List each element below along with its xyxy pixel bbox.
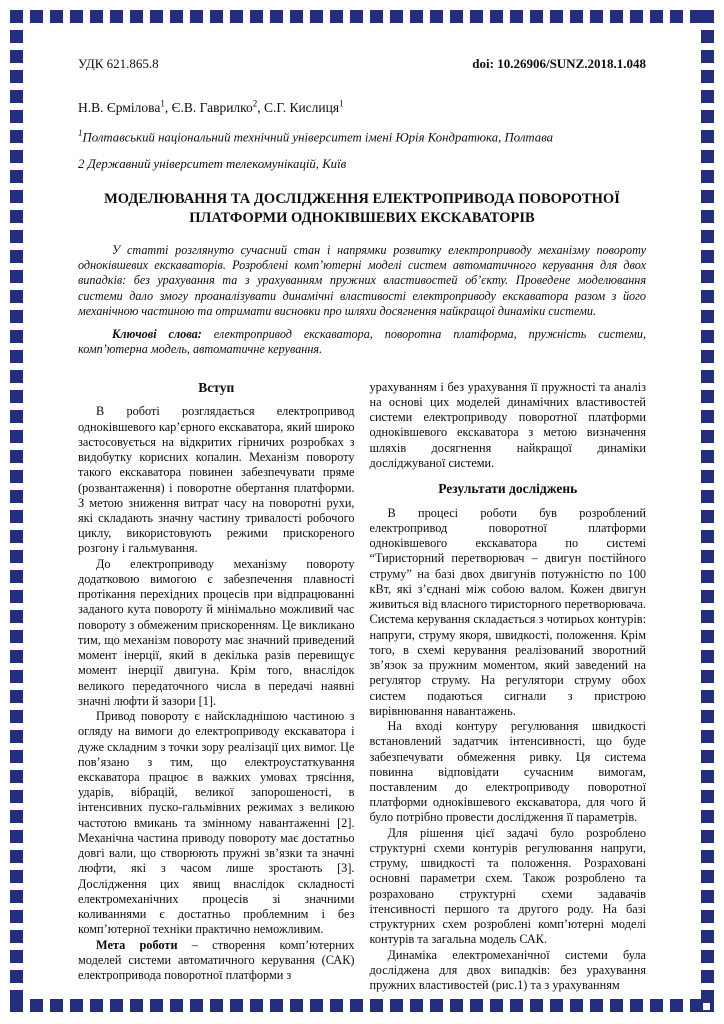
abstract-text: У статті розглянуто сучасний стан і напрямки розвитку електроприводу механізму повороту одноківшевих екскаваторів. Розроблені комп’ютерні моделі систем автоматичного керування для двох випадків: без урахування та з урахуванням пружних властивостей об’єкту. Проведене моделювання системи дало змогу проаналізувати динамічні властивості електроприводу екскаватора разом з його механічною частиною та отримати висновки про шляхи досягнення найкращої динаміки системи. bbox=[78, 242, 646, 318]
goal-lead: Мета роботи bbox=[96, 937, 178, 952]
paragraph: В роботі розглядається електропривод одноківшевого кар’єрного екскаватора, який широко застосовується на відкритих гірничих розробках з видобутку корисних копалин. Механізм повороту такого екскаватора повинен забезпечувати пряме (розвантаження) і поворотне обертання платформи. З метою зниження витрат часу на поворотні рухи, які складають значну частину тривалості робочого циклу, використовують режими прискореного розгону і гальмування. bbox=[78, 404, 355, 556]
border-squares-left bbox=[10, 10, 23, 1012]
border-squares-top bbox=[10, 10, 714, 23]
author: С.Г. Кислиця$^1$ bbox=[264, 98, 344, 115]
author: Є.В. Гаврилко$^2$, bbox=[171, 98, 265, 115]
author: Н.В. Єрмілова$^1$, bbox=[78, 98, 172, 115]
paragraph: В процесі роботи був розроблений електропривод поворотної платформи одноківшевого екскаватора по системі “Тиристорний перетворювач – двигун постійного струму” на базі двох двигунів потужністю по 100 кВт, які з’єднані між собою валом. Кожен двигун живиться від власного тиристорного перетворювача. Система керування складається з чотирьох контурів: напруги, струму якоря, швидкості, положення. Крім того, в схемі керування реалізований зворотний зв’язок за пружним моментом, який заведений на регулятор струму. На регулятори струму обох систем подаються сигнали з пристрою вирівнювання навантажень. bbox=[369, 505, 646, 718]
two-column-body bbox=[78, 380, 646, 994]
doi-label: doi: 10.26906/SUNZ.2018.1.048 bbox=[472, 56, 646, 71]
right-column bbox=[370, 380, 647, 994]
paragraph-goal bbox=[78, 938, 355, 984]
paragraph-continuation: урахуванням і без урахування її пружності та аналіз на основі цих моделей динамічних властивостей системи електроприводу поворотної платформи одноківшевого екскаватора з метою визначення шляхів досягнення найкращої динаміки досліджуваної системи. bbox=[369, 379, 646, 470]
paragraph: До електроприводу механізму повороту додатковою вимогою є забезпечення плавності протікання перехідних процесів при відпрацюванні заданого кута повороту й мінімально можливий час повороту з обмеженим прискоренням. Це викликано тим, що механізм повороту має значний приведений момент інерції, який в декілька разів перевищує момент інерції двигуна. Крім того, внаслідок великого передаточного числа в передачі наявні значні люфти й зазори [1]. bbox=[78, 556, 355, 708]
paper-title-line2: ПЛАТФОРМИ ОДНОКІВШЕВИХ ЕКСКАВАТОРІВ bbox=[189, 210, 535, 227]
left-column bbox=[78, 380, 355, 994]
border-squares-bottom bbox=[10, 999, 714, 1012]
page-content bbox=[78, 56, 646, 993]
affiliation: $^1$Полтавський національний технічний університет імені Юрія Кондратюка, Полтава bbox=[78, 127, 554, 144]
goal-text: – створення комп’ютерних моделей системи автоматичного керування (САК) електропривода поворотної платформи з bbox=[78, 937, 355, 983]
keywords-text: електропривод екскаватора, поворотна платформа, пружність системи, комп’ютерна модель, автоматичне керування. bbox=[78, 327, 646, 357]
intro-heading: Вступ bbox=[198, 379, 235, 395]
paragraph: Динаміка електромеханічної системи була досліджена для двох випадків: без урахування пружних властивостей (рис.1) та з урахуванням bbox=[369, 947, 646, 993]
border-squares-right bbox=[701, 10, 714, 1012]
keywords-lead: Ключові слова: bbox=[112, 327, 202, 342]
results-heading: Результати досліджень bbox=[438, 481, 578, 497]
authors-line bbox=[78, 98, 646, 116]
udc-label: УДК 621.865.8 bbox=[78, 56, 159, 71]
paragraph: Привод повороту є найскладнішою частиною з огляду на вимоги до електроприводу екскаватора і дуже складним з точки зору реалізації цих вимог. Це пов’язано з тим, що електроустаткування екскаватора працює в важких умовах трясіння, ударів, вібрацій, великої запорошеності, в інтенсивних пуско-гальмівних режимах з великою частотою вмикань та змінному навантаженні [2]. Механічна частина приводу повороту має достатньо довгі вали, що створюють пружні зв’язки та значні люфти, які з часом лише зростають [3]. Дослідження цих явищ внаслідок складності електромеханічних процесів зі значними коливаннями є достатньо проблемним і без комп’ютерної техніки практично неможливим. bbox=[78, 709, 355, 937]
paper-title-line1: МОДЕЛЮВАННЯ ТА ДОСЛІДЖЕННЯ ЕЛЕКТРОПРИВОДА ПОВОРОТНОЇ bbox=[104, 190, 620, 207]
affiliation-sup: 1 bbox=[78, 127, 83, 138]
keywords-line bbox=[78, 327, 646, 358]
paper-title bbox=[88, 190, 636, 229]
affiliation: 2 Державний університет телекомунікацій, Київ bbox=[78, 156, 347, 171]
paragraph: Для рішення цієї задачі було розроблено структурні схеми контурів регулювання напруги, струму, швидкості та положення. Розраховані основні параметри схем. Також розроблено та розраховано структурні схеми задавачів ітенсивності першого та другого роду. На базі структурних схем розроблені комп’ютерні моделі контурів та загальна модель САК. bbox=[369, 825, 646, 947]
udc-doi-row bbox=[78, 56, 646, 72]
paragraph: На вході контуру регулювання швидкості встановлений задатчик інтенсивності, що буде забезпечувати обмеження ривку. Ця система повинна відповідати сучасним вимогам, поставленим до електроприводу поворотної платформи одноківшевого екскаватора, для чого й було потрібно провести дослідження її параметрів. bbox=[369, 719, 646, 825]
